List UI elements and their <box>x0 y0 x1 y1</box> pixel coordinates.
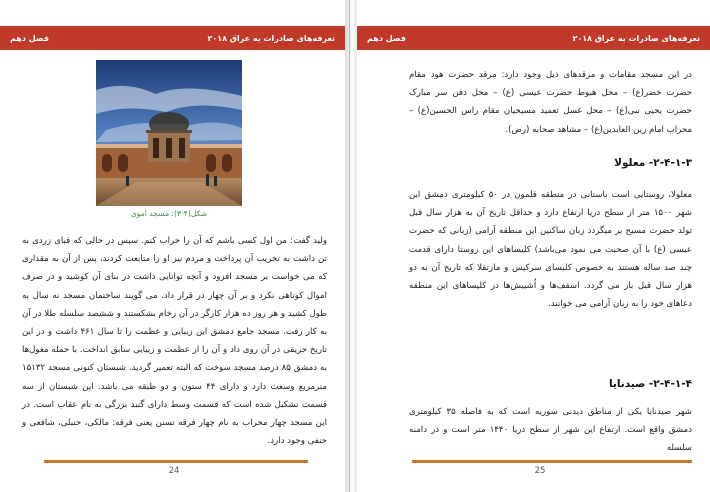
footer-rule <box>44 460 308 463</box>
section-paragraph-maaloula: معلولا، روستایی است باستانی در منطقه قلمون در ۵۰ کیلومتری دمشق این شهر ۱۵۰۰ متر از سطح دریا ارتفاع دارد و حداقل تاریخ آن به هزار سال قبل تولد حضرت مسیح بر میگردد زبان ساکنین این منطقه آرامی (زبانی که حضرت عیسی (ع) با آن صحبت می نمود می‌باشد) کلیساهای این روستا دارای قدمت چند صد ساله هستند به خصوص کلیسای سرکیس و مارتقلا که تاریخ آن به دو هزار سال قبل باز می گردد. اسقف‌ها و اُشبیش‌ها در کلیساهای این منطقه دعاهای خود را به زبان آرامی می خوانند. <box>409 190 693 310</box>
left-page <box>0 0 345 492</box>
intro-paragraph: در این مسجد مقامات و مرقدهای ذیل وجود دارد: مرقد حضرت هود مقام حضرت خضر(ع) – محل هبوط حضرت عیسی (ع) – محل دفن سر مبارک حضرت یحیی نبی(ع) – محل غسل تعمید مسیحیان مقام راس الحسین(ع) –محراب امام زین العابدین(ع) – مشاهد صحابه (رض). <box>409 70 692 135</box>
section-heading-maaloula: ۲-۴-۱-۳- معلولا <box>614 157 692 169</box>
page-number: 25 <box>534 466 546 476</box>
body-paragraph: ولید گفت: من اول کسی باشم که آن را خراب کنم. سپس در حالی که قبای زردی به تن داشت به تخریب آن پرداخت و مردم نیز او را متابعت کردند، پس از آن به مقداری که می خواست بر مسجد افزود و آنچه توانایی داشت در بنای آن کوشید و در صرف اموال کوتاهی نکرد و بر آن چهار در قرار داد. می گویند ساختمان مسجد نه سال به طول کشید و هر روز ده هزار کارگر در آن رخام بشکستند و ششصد سلسله طلا در آن به کار رفت. مسجد جامع دمشق این زیبایی و عظمت را تا سال ۴۶۱ داشت و در این تاریخ حریقی در آن روی داد و آن را از عظمت و زیبایی سابق انداخت. با حمله مغول‌ها به دمشق ۸۵ درصد مسجد سوخت که البته تعمیر گردید. شبستان کنونی مسجد ۱۵۱۳۲ مترمربع وسعت دارد و دارای ۴۴ ستون و دو طبقه می باشد. این شبستان از سه قسمت تشکیل شده است که قسمت وسط دارای گنبد بزرگی به نام عقاب است. در این مسجد چهار محراب به نام چهار فرقه تسنن یعنی فرقه: مالکی، حنبلی، شافعی و حنفی وجود دارد. <box>22 236 328 447</box>
header-title: تعرفه‌های صادرات به عراق ۲۰۱۸ <box>207 33 335 43</box>
right-page <box>357 0 710 492</box>
section-paragraph-saidnaya: شهر صیدنایا یکی از مناطق دیدنی سوریه است که به فاصله ۳۵ کیلومتری دمشق واقع است. ارتفاع این شهر از سطح دریا ۱۴۴۰ متر است و در دامنه سلسله <box>409 407 692 454</box>
footer-rule <box>412 460 692 463</box>
book-spine <box>345 0 357 492</box>
umayyad-mosque-image <box>96 60 242 206</box>
right-page-header <box>357 26 710 50</box>
figure-caption: شکل(۴-۳): مسجد اموی <box>130 209 208 218</box>
left-page-header <box>0 26 345 50</box>
header-title: تعرفه‌های صادرات به عراق ۲۰۱۸ <box>572 33 700 43</box>
chapter-label: فصل دهم <box>10 33 49 43</box>
mosque-photo <box>96 60 242 206</box>
chapter-label: فصل دهم <box>367 33 406 43</box>
page-number: 24 <box>168 466 180 476</box>
section-heading-saidnaya: ۲-۴-۱-۴- صیدنایا <box>608 378 692 390</box>
